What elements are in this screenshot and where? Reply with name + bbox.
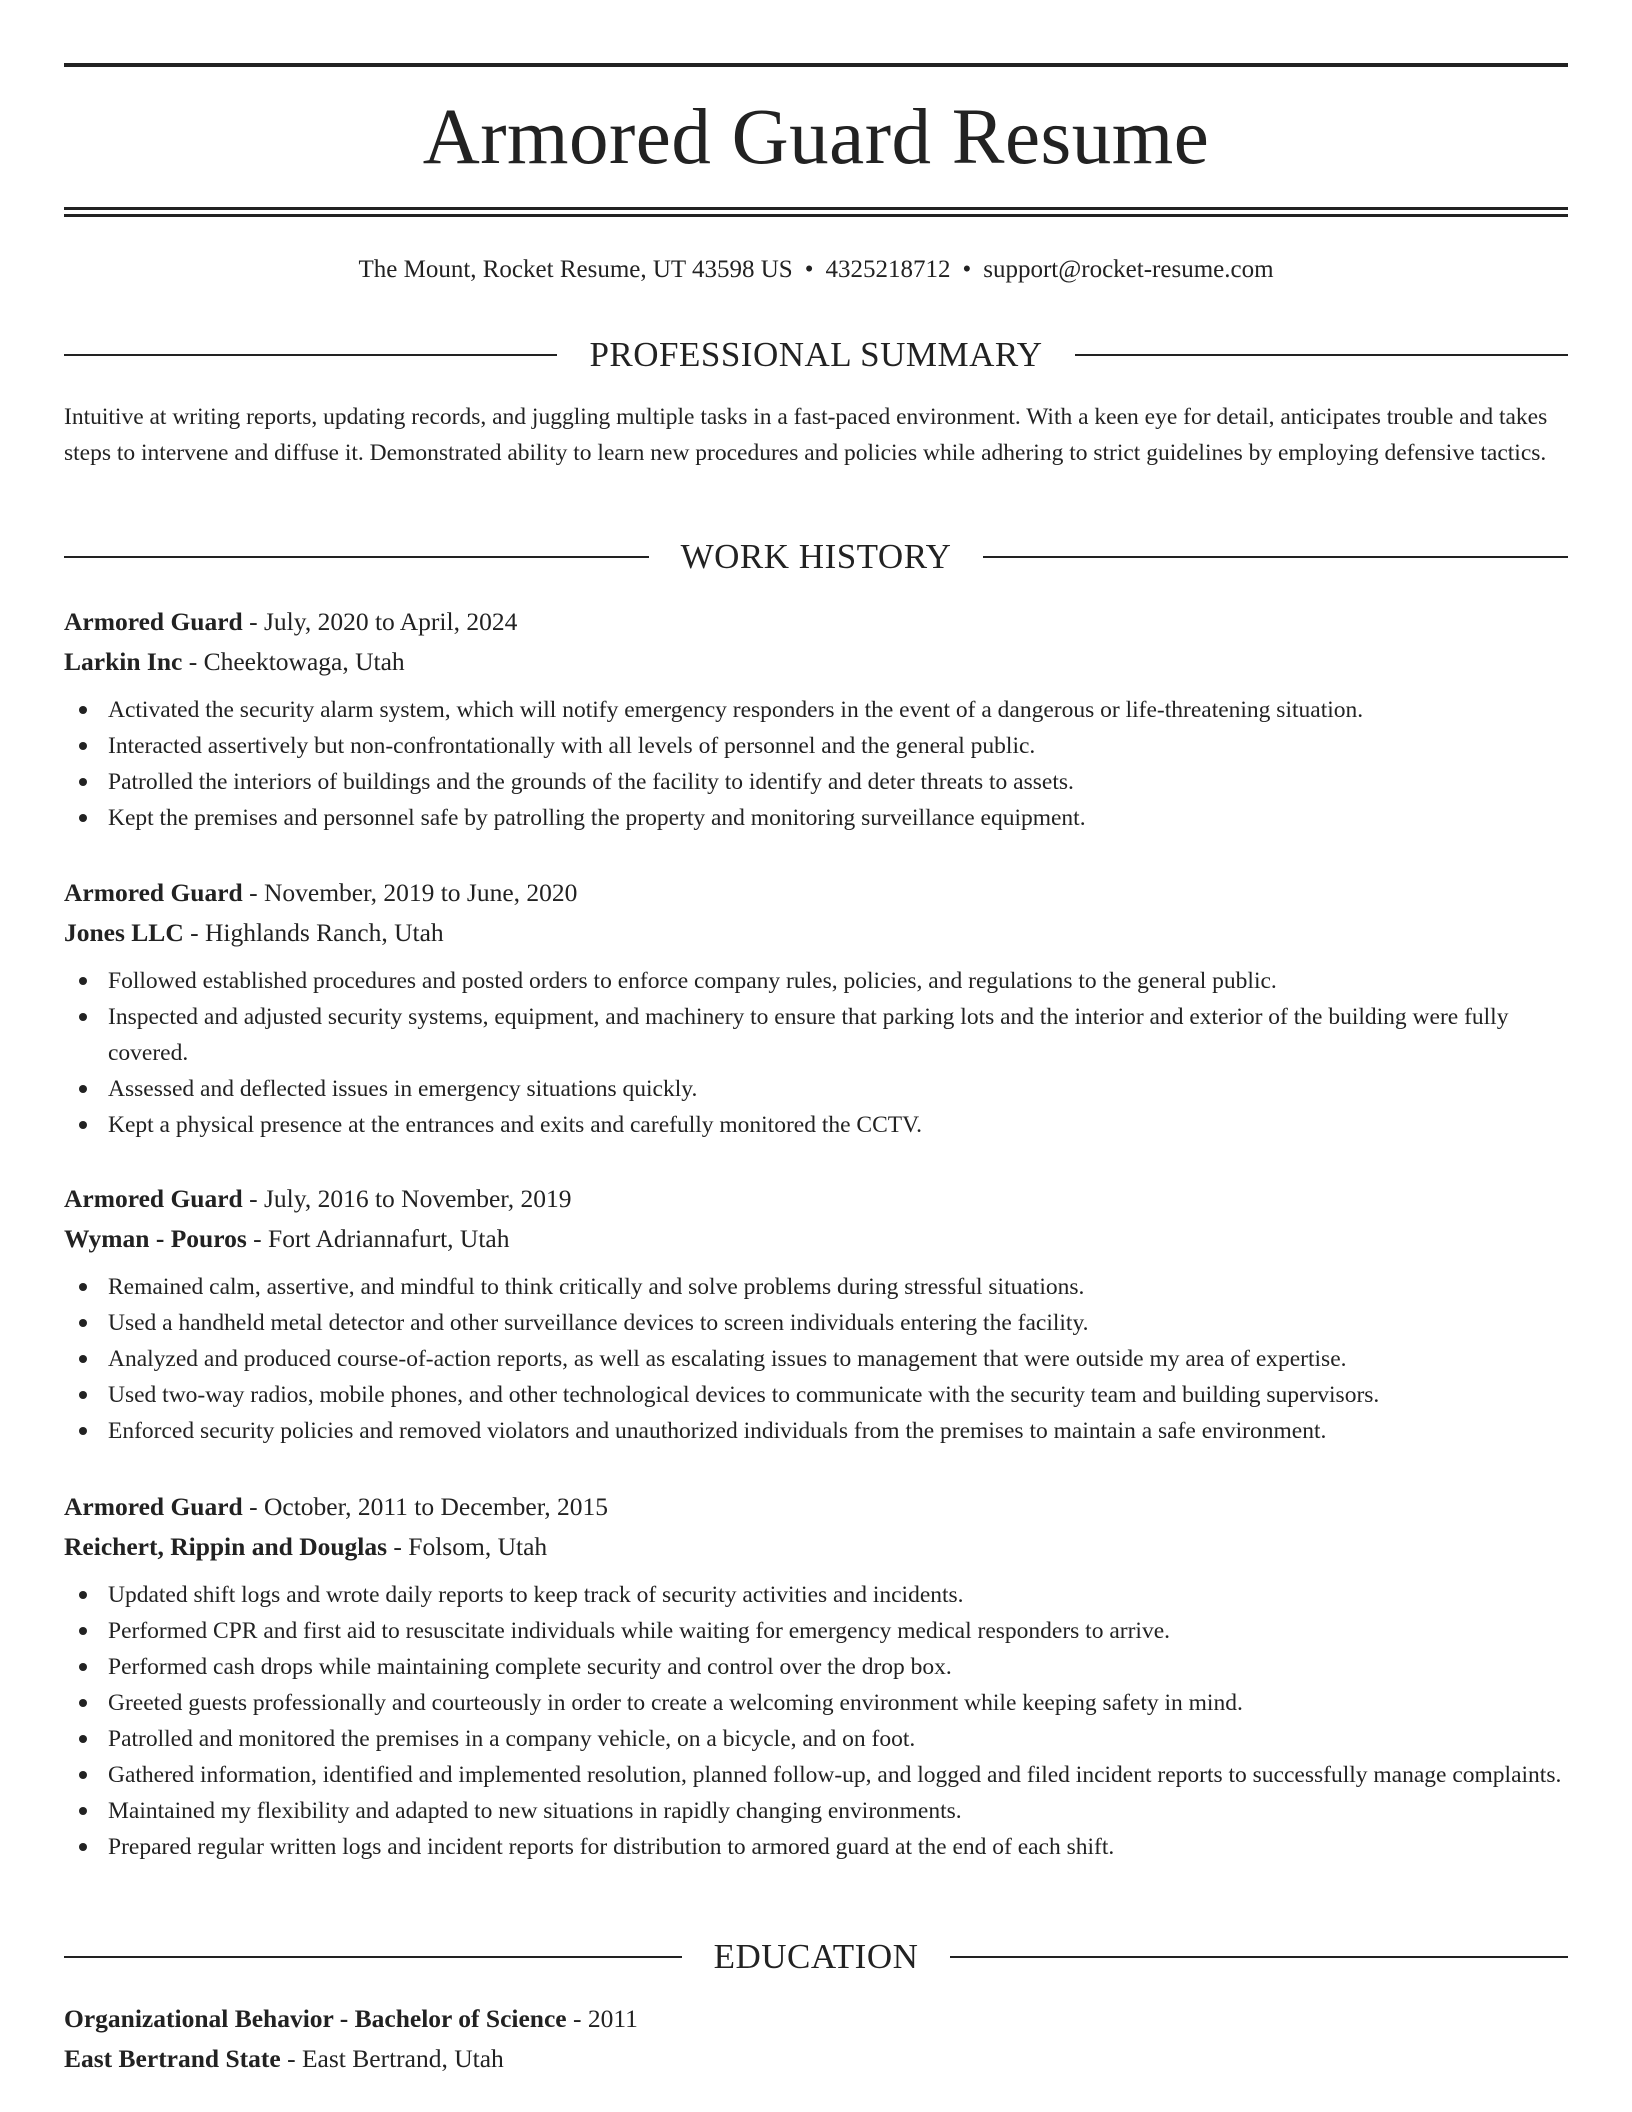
list-item [64, 1721, 1568, 1757]
bullet-text: Maintained my flexibility and adapted to new situations in rapidly changing environments. [108, 1798, 962, 1824]
bullet-text: Analyzed and produced course-of-action reports, as well as escalating issues to management that were outside my area of expertise. [108, 1346, 1347, 1372]
job-entry [64, 1179, 1568, 1449]
list-item [64, 692, 1568, 728]
bullet-icon [79, 1807, 87, 1815]
bullet-text: Patrolled and monitored the premises in a company vehicle, on a bicycle, and on foot. [108, 1726, 916, 1752]
job-company-line [64, 913, 1568, 953]
heading-rule [64, 354, 557, 356]
bullet-icon [79, 742, 87, 750]
heading-rule [950, 1956, 1568, 1958]
section-heading-education [64, 1935, 1568, 1979]
section-title: PROFESSIONAL SUMMARY [589, 335, 1043, 374]
list-item [64, 1829, 1568, 1865]
list-item [64, 1685, 1568, 1721]
job-bullets [64, 1577, 1568, 1865]
job-location: - Folsom, Utah [387, 1532, 548, 1561]
bullet-icon [79, 1627, 87, 1635]
job-entry [64, 602, 1568, 836]
bullet-text: Updated shift logs and wrote daily reports to keep track of security activities and incidents. [108, 1582, 964, 1608]
bullet-icon [79, 1427, 87, 1435]
job-company: Jones LLC [64, 918, 184, 947]
bullet-icon [79, 1771, 87, 1779]
contact-phone: 4325218712 [825, 256, 951, 283]
bullet-text: Followed established procedures and posted orders to enforce company rules, policies, and regulations to the general public. [108, 968, 1277, 994]
bullet-icon [79, 1391, 87, 1399]
job-location: - Highlands Ranch, Utah [183, 918, 444, 947]
job-entry [64, 1487, 1568, 1865]
list-item [64, 1649, 1568, 1685]
bullet-text: Prepared regular written logs and incident reports for distribution to armored guard at the end of each shift. [108, 1834, 1115, 1860]
job-entry [64, 873, 1568, 1143]
list-item [64, 1071, 1568, 1107]
section-title: EDUCATION [713, 1937, 919, 1976]
bullet-text: Used two-way radios, mobile phones, and other technological devices to communicate with the security team and building supervisors. [108, 1382, 1380, 1408]
list-item [64, 1341, 1568, 1377]
job-location: - Fort Adriannafurt, Utah [246, 1224, 510, 1253]
job-company-line [64, 1527, 1568, 1567]
bullet-icon [79, 1013, 87, 1021]
bullet-text: Activated the security alarm system, which will notify emergency responders in the event of a dangerous or life-threatening situation. [108, 697, 1364, 723]
bullet-icon [79, 1663, 87, 1671]
bullet-icon [79, 1591, 87, 1599]
list-item [64, 1413, 1568, 1449]
contact-email: support@rocket-resume.com [983, 256, 1274, 283]
heading-rule [1075, 354, 1568, 356]
job-bullets [64, 692, 1568, 836]
list-item [64, 1107, 1568, 1143]
bullet-text: Patrolled the interiors of buildings and the grounds of the facility to identify and deter threats to assets. [108, 769, 1074, 795]
education-entry [64, 1999, 1568, 2079]
job-title-line [64, 873, 1568, 913]
job-title: Armored Guard [64, 607, 243, 636]
resume-title: Armored Guard Resume [422, 94, 1210, 181]
heading-rule [64, 1956, 682, 1958]
list-item [64, 1793, 1568, 1829]
bullet-text: Assessed and deflected issues in emergency situations quickly. [108, 1076, 698, 1102]
job-dates: - October, 2011 to December, 2015 [242, 1492, 608, 1521]
job-title: Armored Guard [64, 1184, 243, 1213]
bullet-text: Kept the premises and personnel safe by patrolling the property and monitoring surveillance equipment. [108, 805, 1086, 831]
bullet-text: Interacted assertively but non-confrontationally with all levels of personnel and the general public. [108, 733, 1036, 759]
job-location: - Cheektowaga, Utah [182, 647, 405, 676]
job-title-line [64, 602, 1568, 642]
education-school-line [64, 2039, 1568, 2079]
bullet-text: Performed cash drops while maintaining complete security and control over the drop box. [108, 1654, 952, 1680]
job-dates: - July, 2020 to April, 2024 [242, 607, 518, 636]
contact-line [64, 252, 1568, 288]
list-item [64, 1305, 1568, 1341]
bullet-icon [79, 977, 87, 985]
education-location: - East Bertrand, Utah [280, 2044, 504, 2073]
bullet-text: Enforced security policies and removed violators and unauthorized individuals from the premises to maintain a safe environment. [108, 1418, 1327, 1444]
heading-rule [983, 556, 1568, 558]
list-item [64, 1377, 1568, 1413]
job-title: Armored Guard [64, 878, 243, 907]
list-item [64, 963, 1568, 999]
section-title: WORK HISTORY [680, 537, 952, 576]
bullet-icon [79, 1355, 87, 1363]
bullet-icon [79, 706, 87, 714]
bullet-text: Performed CPR and first aid to resuscitate individuals while waiting for emergency medical responders to arrive. [108, 1618, 1170, 1644]
contact-address: The Mount, Rocket Resume, UT 43598 US [358, 256, 793, 283]
bullet-icon [79, 1843, 87, 1851]
bullet-icon [79, 1085, 87, 1093]
heading-rule [64, 556, 649, 558]
contact-separator: • [804, 256, 814, 283]
job-dates: - July, 2016 to November, 2019 [242, 1184, 572, 1213]
bullet-text: Greeted guests professionally and courteously in order to create a welcoming environment while keeping safety in mind. [108, 1690, 1243, 1716]
list-item [64, 1269, 1568, 1305]
job-company: Reichert, Rippin and Douglas [64, 1532, 388, 1561]
top-divider [64, 63, 1568, 67]
job-title-line [64, 1179, 1568, 1219]
bullet-text: Remained calm, assertive, and mindful to think critically and solve problems during stressful situations. [108, 1274, 1085, 1300]
summary-text: Intuitive at writing reports, updating records, and juggling multiple tasks in a fast-paced environment. With a keen eye for detail, anticipates trouble and takes steps to intervene and diffuse it. Demonstrated ability to learn new procedures and policies while adhering to strict guidelines by employing defensive tactics. [64, 404, 1548, 466]
job-bullets [64, 1269, 1568, 1449]
list-item [64, 728, 1568, 764]
list-item [64, 1757, 1568, 1793]
job-company-line [64, 1219, 1568, 1259]
list-item [64, 800, 1568, 836]
bullet-text: Used a handheld metal detector and other surveillance devices to screen individuals entering the facility. [108, 1310, 1089, 1336]
bullet-icon [79, 1121, 87, 1129]
job-title-line [64, 1487, 1568, 1527]
section-heading-summary [64, 333, 1568, 377]
education-year: - 2011 [566, 2004, 638, 2033]
bullet-icon [79, 1735, 87, 1743]
bullet-icon [79, 1283, 87, 1291]
job-company: Wyman - Pouros [64, 1224, 247, 1253]
list-item [64, 764, 1568, 800]
bullet-text: Gathered information, identified and implemented resolution, planned follow-up, and logged and filed incident reports to successfully manage complaints. [108, 1762, 1562, 1788]
education-school: East Bertrand State [64, 2044, 281, 2073]
job-dates: - November, 2019 to June, 2020 [242, 878, 578, 907]
job-bullets [64, 963, 1568, 1143]
bullet-text: Inspected and adjusted security systems, equipment, and machinery to ensure that parking lots and the interior and exterior of the building were fully covered. [108, 1004, 1509, 1066]
bullet-icon [79, 814, 87, 822]
bullet-text: Kept a physical presence at the entrances and exits and carefully monitored the CCTV. [108, 1112, 922, 1138]
section-heading-work-history [64, 535, 1568, 579]
contact-separator: • [962, 256, 972, 283]
list-item [64, 1577, 1568, 1613]
bullet-icon [79, 778, 87, 786]
list-item [64, 1613, 1568, 1649]
education-degree: Organizational Behavior - Bachelor of Science [64, 2004, 567, 2033]
job-title: Armored Guard [64, 1492, 243, 1521]
education-degree-line [64, 1999, 1568, 2039]
job-company-line [64, 642, 1568, 682]
job-company: Larkin Inc [64, 647, 183, 676]
list-item [64, 999, 1568, 1071]
bullet-icon [79, 1699, 87, 1707]
title-double-divider [64, 207, 1568, 217]
bullet-icon [79, 1319, 87, 1327]
